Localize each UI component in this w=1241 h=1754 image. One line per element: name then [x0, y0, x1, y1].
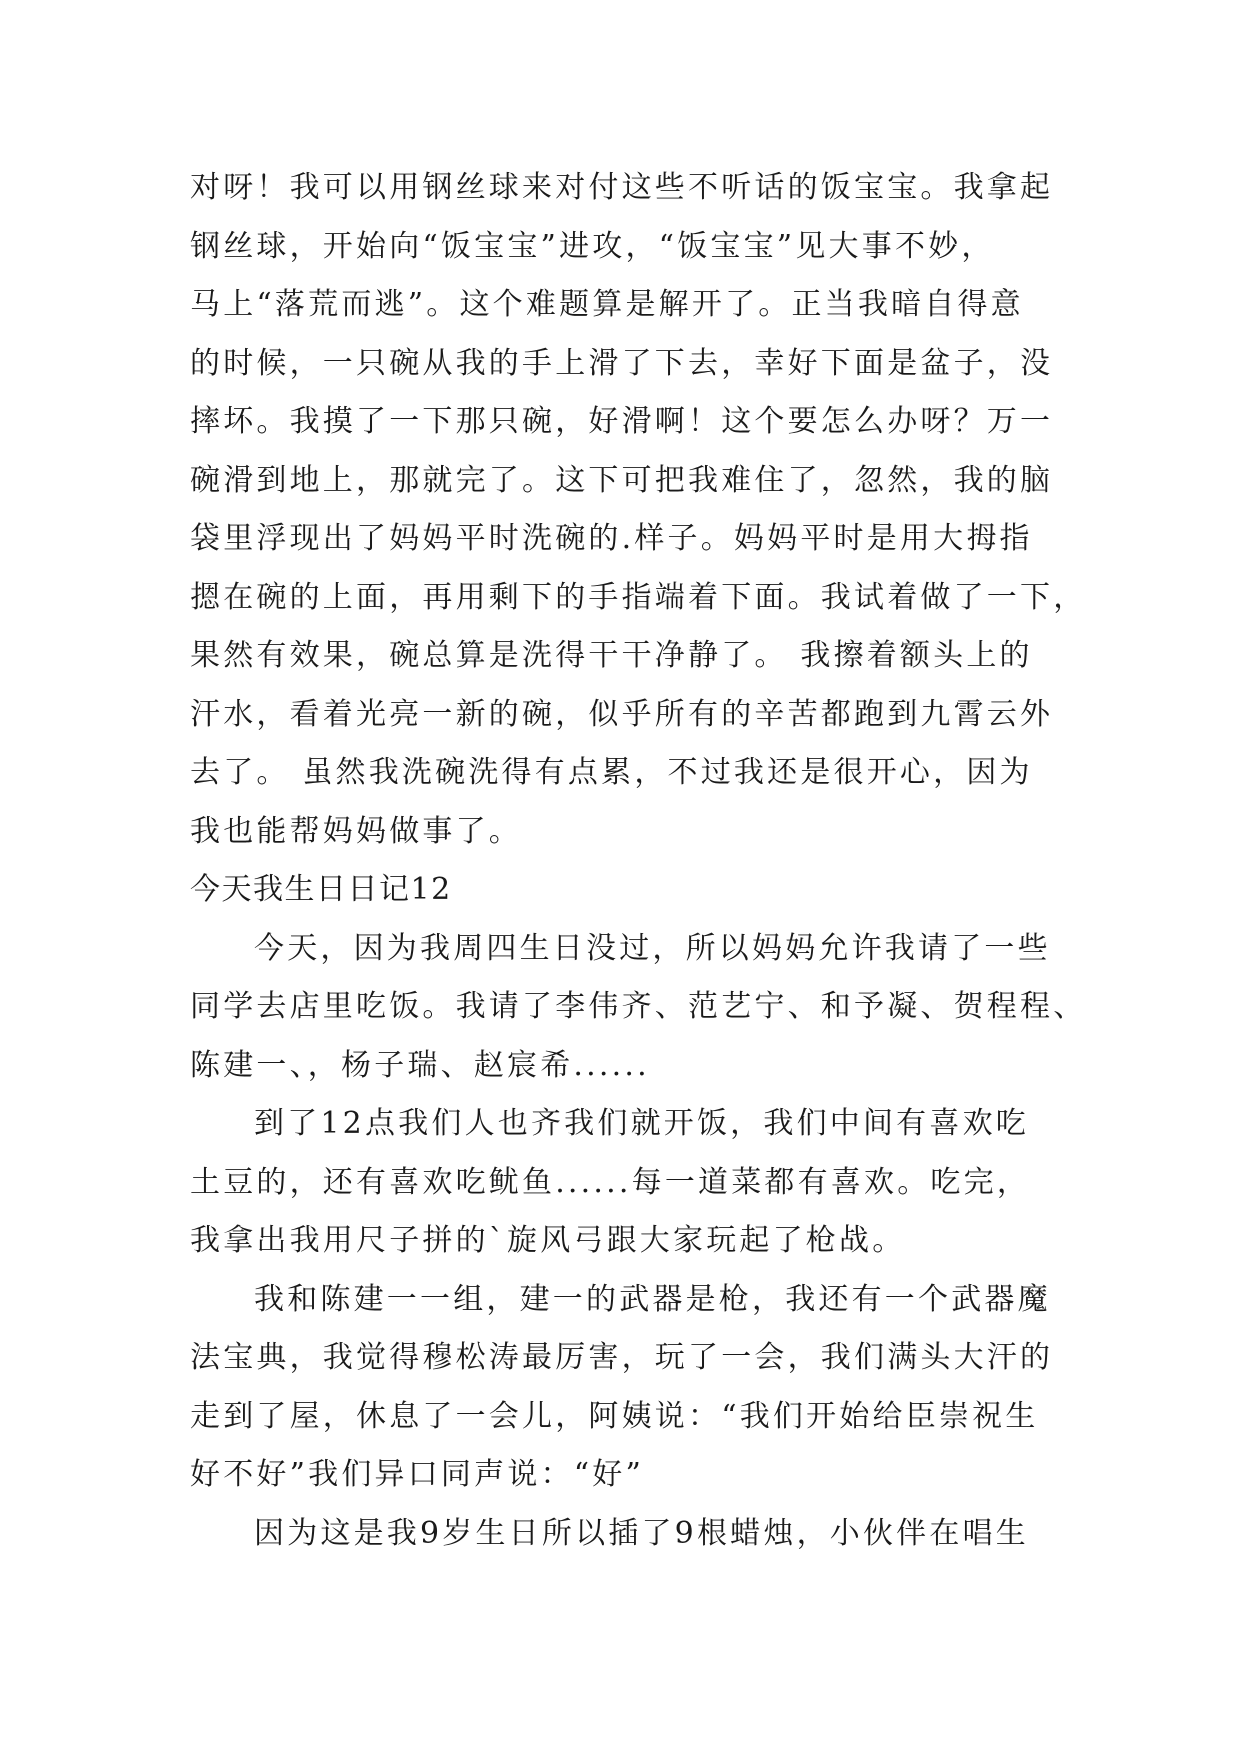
text-line: 土豆的，还有喜欢吃鱿鱼......每一道菜都有喜欢。吃完，: [190, 1164, 1031, 1200]
text-line: 袋里浮现出了妈妈平时洗碗的.样子。妈妈平时是用大拇指: [190, 521, 1033, 556]
paragraph-first-line: 我和陈建一一组，建一的武器是枪，我还有一个武器魔: [254, 1281, 1051, 1317]
text-line: 摔坏。我摸了一下那只碗，好滑啊！这个要怎么办呀？万一: [190, 404, 1054, 439]
text-line: 走到了屋，休息了一会儿，阿姨说：“我们开始给臣崇祝生: [190, 1398, 1039, 1434]
document-text: [190, 159, 1087, 1563]
text-line: 果然有效果，碗总算是洗得干干净静了。 我擦着额头上的: [190, 638, 1033, 673]
text-line: 法宝典，我觉得穆松涛最厉害，玩了一会，我们满头大汗的: [190, 1340, 1054, 1375]
text-line: 马上“落荒而逃”。这个难题算是解开了。正当我暗自得意: [190, 287, 1024, 322]
text-line: 好不好”我们异口同声说：“好”: [190, 1457, 645, 1492]
text-line: 碗滑到地上，那就完了。这下可把我难住了，忽然，我的脑: [190, 462, 1054, 498]
text-line: 我也能帮妈妈做事了。: [190, 813, 522, 849]
diary-title: 今天我生日日记12: [190, 872, 452, 907]
text-line: 同学去店里吃饭。我请了李伟齐、范艺宁、和予凝、贺程程、: [190, 989, 1087, 1024]
text-line: 钢丝球，开始向“饭宝宝”进攻，“饭宝宝”见大事不妙，: [190, 228, 995, 264]
text-line: 我拿出我用尺子拼的`旋风弓跟大家玩起了枪战。: [190, 1223, 906, 1258]
paragraph-first-line: 因为这是我9岁生日所以插了9根蜡烛，小伙伴在唱生: [254, 1515, 1029, 1551]
text-line: 摁在碗的上面，再用剩下的手指端着下面。我试着做了一下，: [190, 579, 1087, 615]
text-line: 陈建一、，杨子瑞、赵宸希......: [190, 1047, 650, 1083]
text-line: 去了。 虽然我洗碗洗得有点累，不过我还是很开心，因为: [190, 755, 1033, 790]
paragraph-first-line: 今天，因为我周四生日没过，所以妈妈允许我请了一些: [254, 930, 1051, 966]
paragraph-first-line: 到了12点我们人也齐我们就开饭，我们中间有喜欢吃: [254, 1106, 1029, 1141]
text-line: 汗水，看着光亮一新的碗，似乎所有的辛苦都跑到九霄云外: [190, 696, 1054, 732]
text-line: 的时候，一只碗从我的手上滑了下去，幸好下面是盆子，没: [190, 345, 1054, 381]
text-line: 对呀！我可以用钢丝球来对付这些不听话的饭宝宝。我拿起: [190, 170, 1054, 205]
